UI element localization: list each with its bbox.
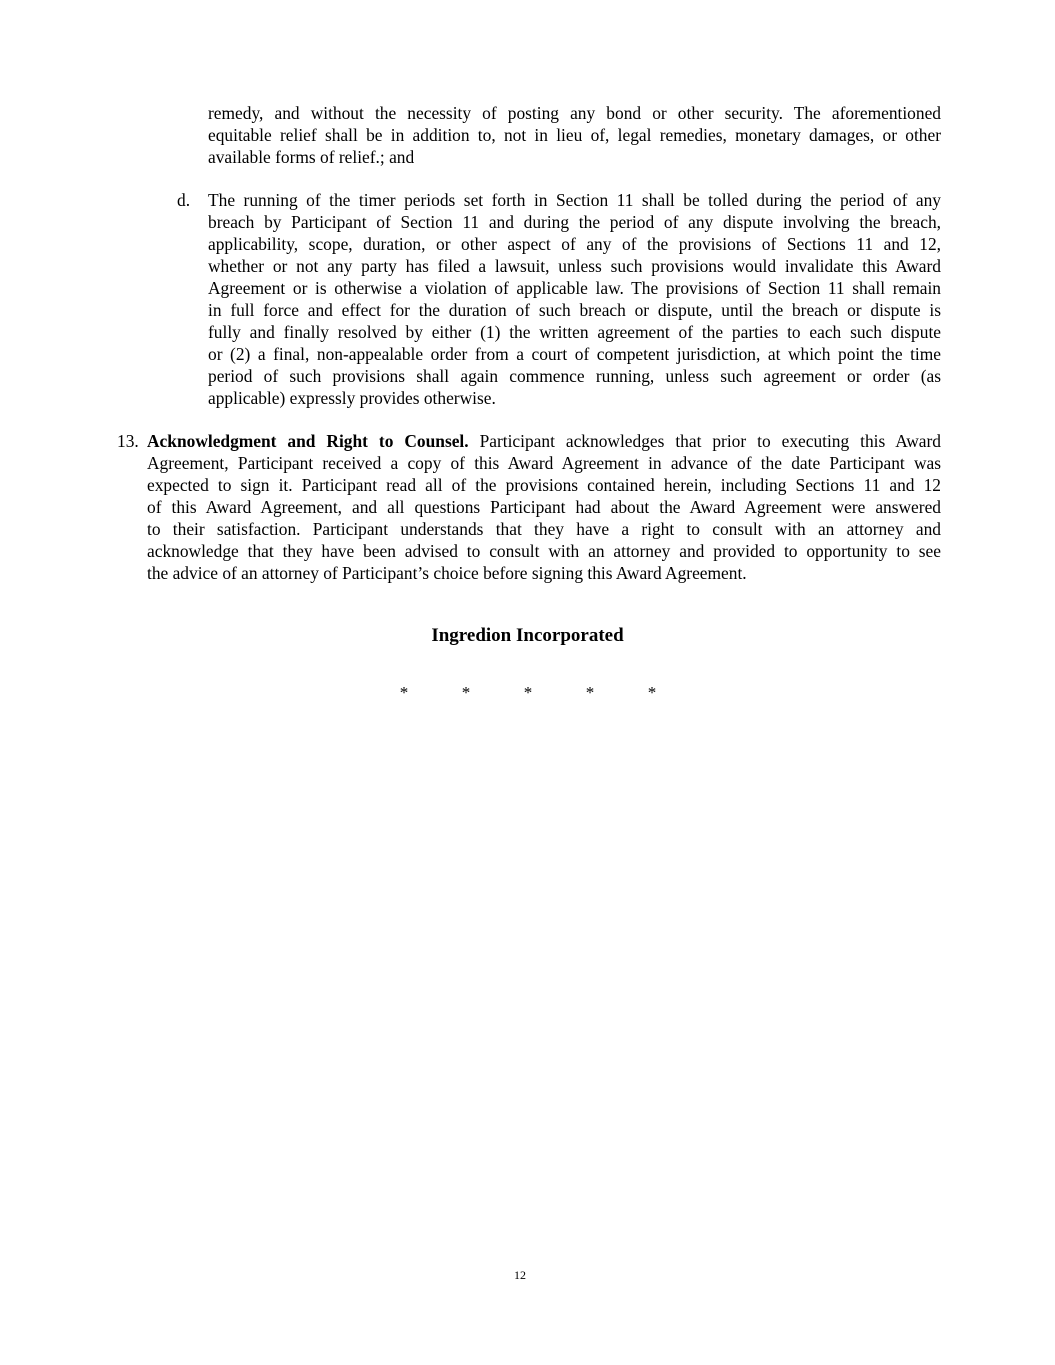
text-line: in full force and effect for the duration of such breach or dispute, until the breach or dispute is <box>208 300 941 320</box>
text-line: applicable) expressly provides otherwise. <box>208 388 496 408</box>
asterisk: * <box>647 683 657 702</box>
asterisk: * <box>585 683 595 702</box>
text-line: of this Award Agreement, and all questions Participant had about the Award Agreement were answered <box>147 497 941 517</box>
asterisk: * <box>461 683 471 702</box>
section-13-marker: 13. <box>117 431 139 451</box>
text-line: acknowledge that they have been advised to consult with an attorney and provided to opportunity to see <box>147 541 941 561</box>
company-heading: Ingredion Incorporated <box>431 625 624 646</box>
asterisk: * <box>523 683 533 702</box>
text-line: to their satisfaction. Participant understands that they have a right to consult with an attorney and <box>147 519 941 539</box>
text-line: Agreement or is otherwise a violation of applicable law. The provisions of Section 11 shall remain <box>208 278 941 298</box>
text-line: expected to sign it. Participant read all of the provisions contained herein, including Sections 11 and 12 <box>147 475 941 495</box>
paragraph-c-continuation <box>208 102 941 168</box>
text-line: the advice of an attorney of Participant’s choice before signing this Award Agreement. <box>147 563 747 583</box>
text-line: equitable relief shall be in addition to, not in lieu of, legal remedies, monetary damages, or other <box>208 125 941 145</box>
text-line: Agreement, Participant received a copy of this Award Agreement in advance of the date Participant was <box>147 453 941 473</box>
text-line: fully and finally resolved by either (1) the written agreement of the parties to each such dispute <box>208 322 941 342</box>
text-span: Participant acknowledges that prior to executing this Award <box>468 431 941 451</box>
asterisk: * <box>399 683 409 702</box>
page-number: 12 <box>514 1268 526 1282</box>
text-line: remedy, and without the necessity of posting any bond or other security. The aforementioned <box>208 103 941 123</box>
text-line: The running of the timer periods set forth in Section 11 shall be tolled during the period of any <box>208 190 941 210</box>
text-line <box>147 430 941 452</box>
text-line: available forms of relief.; and <box>208 147 415 167</box>
section-13-title: Acknowledgment and Right to Counsel. <box>147 431 469 451</box>
paragraph-d <box>208 189 941 409</box>
text-line: breach by Participant of Section 11 and during the period of any dispute involving the breach, <box>208 212 941 232</box>
section-13 <box>147 430 941 584</box>
text-line: period of such provisions shall again commence running, unless such agreement or order (as <box>208 366 941 386</box>
paragraph-d-marker: d. <box>177 190 191 210</box>
text-line: applicability, scope, duration, or other aspect of any of the provisions of Sections 11 and 12, <box>208 234 941 254</box>
text-line: whether or not any party has filed a lawsuit, unless such provisions would invalidate this Award <box>208 256 941 276</box>
text-line: or (2) a final, non-appealable order from a court of competent jurisdiction, at which point the time <box>208 344 941 364</box>
